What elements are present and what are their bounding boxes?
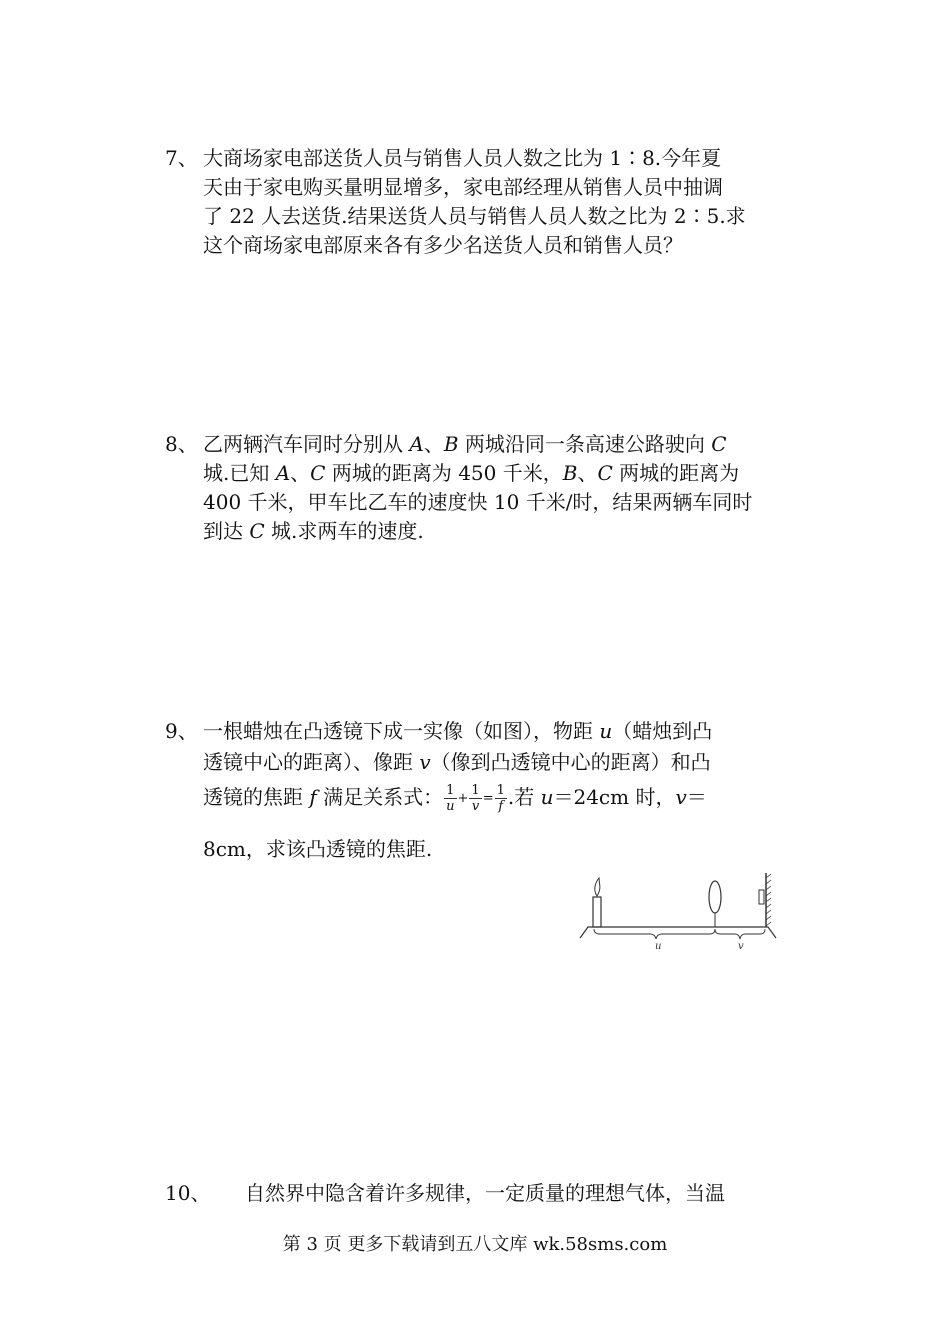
page-footer: 第 3 页 更多下载请到五八文库 wk.58sms.com [282,1234,668,1255]
question-text-line: 这个商场家电部原来各有多少名送货人员和销售人员？ [203,233,683,257]
question-text-line: 天由于家电购买量明显增多，家电部经理从销售人员中抽调 [203,175,723,199]
question-number: 7、 [165,146,198,170]
brace-v [715,929,765,939]
question-text-line: 乙两辆汽车同时分别从 A、B 两城沿同一条高速公路驶向 C [203,432,727,456]
fraction-1-over-v: $\frac{1}{v}$ [471,783,480,814]
question-text-line: 到达 C 城.求两车的速度. [203,519,424,543]
table-line [580,927,776,938]
question-text-line: 城.已知 A、C 两城的距离为 450 千米，B、C 两城的距离为 [203,461,740,485]
convex-lens [709,881,721,913]
question-text-line: 400 千米，甲车比乙车的速度快 10 千米/时，结果两辆车同时 [203,490,753,514]
question-number: 9、 [165,719,198,743]
fraction-1-over-u: $\frac{1}{u}$ [446,783,455,814]
image-on-screen [759,890,764,904]
label-v: v [738,941,744,952]
question-text-line: 自然界中隐含着许多规律，一定质量的理想气体，当温 [245,1181,725,1205]
candle [593,897,601,927]
question-text-line: 了 22 人去送货.结果送货人员与销售人员人数之比为 2∶5.求 [203,204,746,228]
question-number: 8、 [165,432,198,456]
question-text-line: 8cm，求该凸透镜的焦距. [203,837,433,861]
label-u: u [655,941,662,952]
lens-diagram [578,870,783,955]
question-text-line: 透镜中心的距离）、像距 v（像到凸透镜中心的距离）和凸 [203,750,711,774]
question-text-line: 大商场家电部送货人员与销售人员人数之比为 1∶8.今年夏 [203,146,722,170]
question-number: 10、 [165,1181,211,1205]
fraction-1-over-f: $\frac{1}{f}$ [496,783,505,814]
question-text-line: 透镜的焦距 f 满足关系式： $\frac{1}{u}$ + $\frac{1}{v}$ = $\frac{1}{f}$ .若 u＝24cm 时，v＝ [203,783,707,814]
candle-flame [595,878,600,896]
question-text-line: 一根蜡烛在凸透镜下成一实像（如图），物距 u（蜡烛到凸 [203,719,713,743]
brace-u [594,929,715,939]
